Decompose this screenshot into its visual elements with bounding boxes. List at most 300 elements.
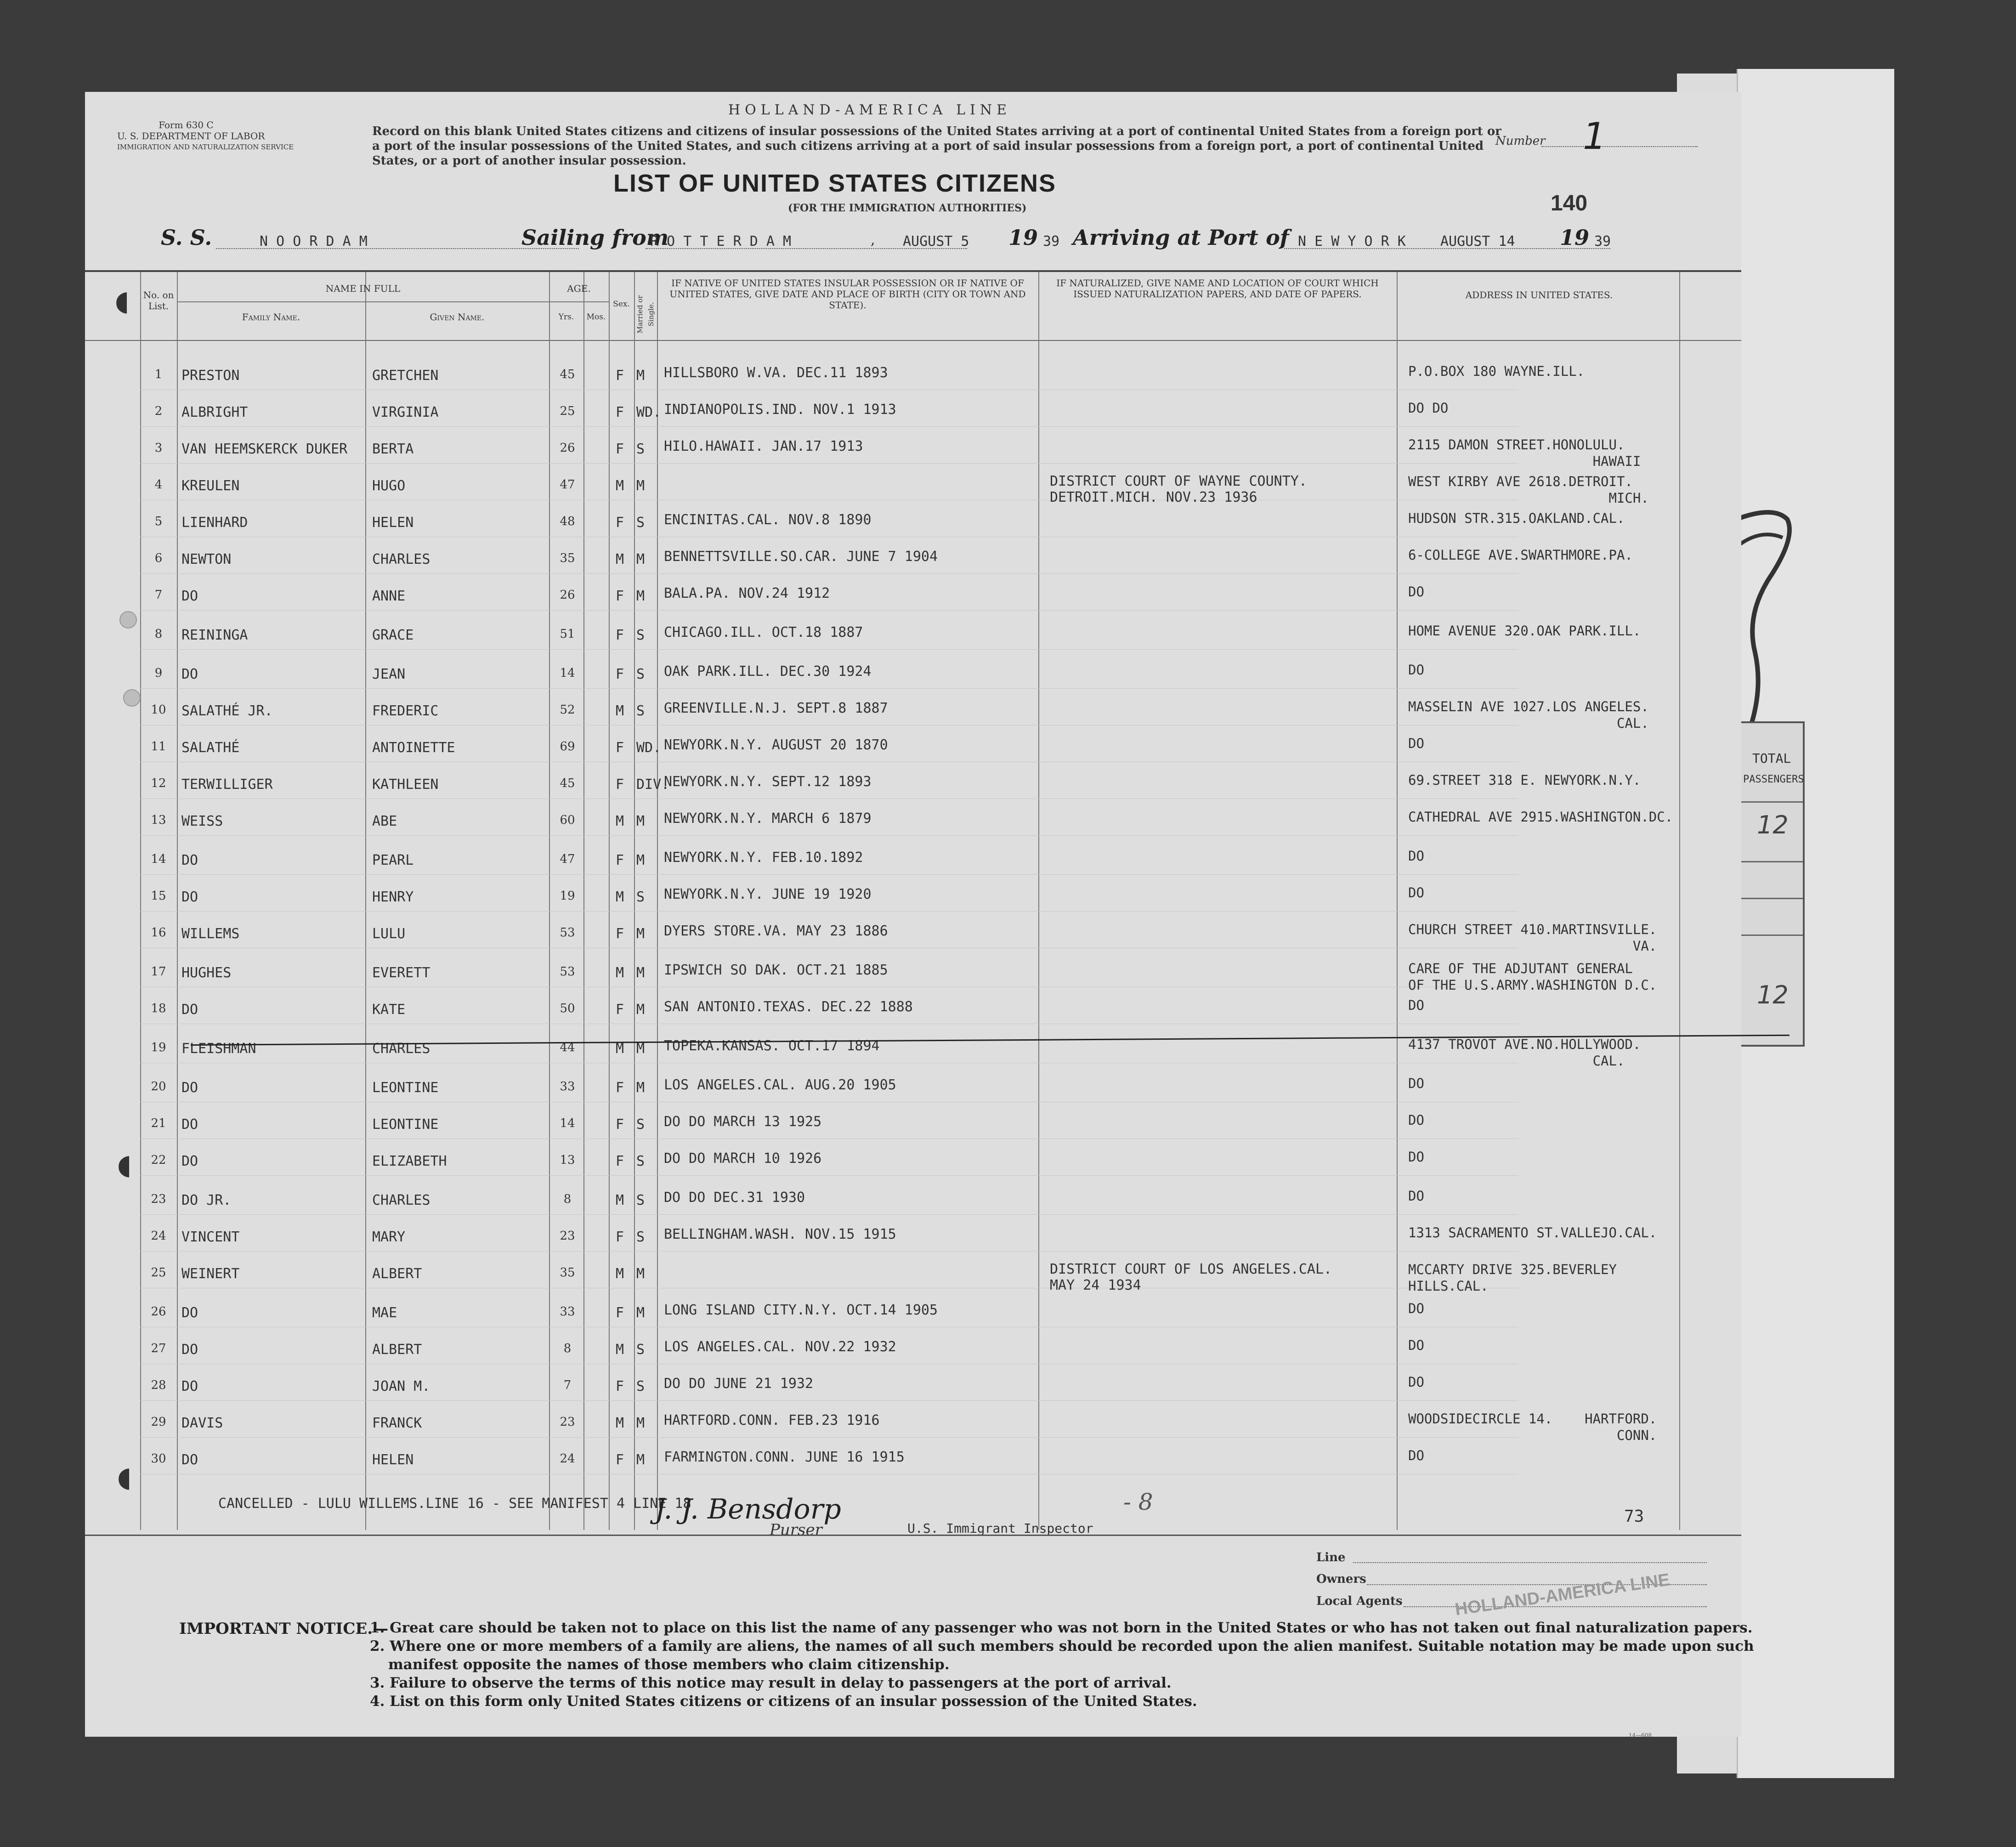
row-number: 29 bbox=[151, 1415, 166, 1429]
family-name: DO bbox=[181, 1378, 198, 1394]
address: DO bbox=[1408, 1188, 1424, 1204]
sex: F bbox=[616, 441, 624, 457]
column-rule bbox=[1038, 272, 1039, 1530]
marital-status: S bbox=[636, 889, 645, 905]
arrival-year: 39 bbox=[1594, 233, 1611, 249]
sex: F bbox=[616, 776, 624, 793]
age-years: 35 bbox=[560, 1266, 575, 1280]
birthplace-date: BENNETTSVILLE.SO.CAR. JUNE 7 1904 bbox=[664, 549, 938, 565]
address: CARE OF THE ADJUTANT GENERAL OF THE U.S.ARMY.WASHINGTON D.C. bbox=[1408, 961, 1657, 993]
age-years: 50 bbox=[560, 1002, 575, 1015]
age-years: 33 bbox=[560, 1305, 575, 1319]
address: 69.STREET 318 E. NEWYORK.N.Y. bbox=[1408, 772, 1641, 788]
address: DO bbox=[1408, 1149, 1424, 1165]
birthplace-date: DO DO DEC.31 1930 bbox=[664, 1190, 805, 1206]
family-name: DO bbox=[181, 852, 198, 868]
marital-status: S bbox=[636, 1342, 645, 1358]
family-name: HUGHES bbox=[181, 965, 232, 981]
age-years: 13 bbox=[560, 1153, 575, 1167]
address: HOME AVENUE 320.OAK PARK.ILL. bbox=[1408, 623, 1641, 639]
family-name: DO bbox=[181, 889, 198, 905]
family-name: DO bbox=[181, 1305, 198, 1321]
name-subheader-rule bbox=[177, 301, 586, 302]
sex: F bbox=[616, 1080, 624, 1096]
row-number: 18 bbox=[151, 1002, 166, 1015]
table-row bbox=[140, 688, 1518, 689]
inspector-label: U.S. Immigrant Inspector bbox=[907, 1521, 1093, 1536]
age-years: 23 bbox=[560, 1415, 575, 1429]
sailing-port: R O T T E R D A M bbox=[650, 233, 792, 249]
marital-status: S bbox=[636, 441, 645, 457]
family-name: SALATHÉ JR. bbox=[181, 703, 273, 719]
marital-status: S bbox=[636, 1153, 645, 1169]
address: MASSELIN AVE 1027.LOS ANGELES. CAL. bbox=[1408, 699, 1649, 731]
given-name: GRACE bbox=[372, 627, 414, 643]
given-name: GRETCHEN bbox=[372, 368, 439, 384]
table-row bbox=[140, 426, 1518, 427]
given-name: CHARLES bbox=[372, 551, 430, 567]
marital-status: DIV. bbox=[636, 776, 670, 793]
col-header-age: AGE. bbox=[567, 283, 591, 294]
birthplace-date: TOPEKA.KANSAS. OCT.17 1894 bbox=[664, 1038, 880, 1054]
birthplace-date: NEWYORK.N.Y. SEPT.12 1893 bbox=[664, 774, 872, 790]
given-name: CHARLES bbox=[372, 1041, 430, 1057]
marital-status: M bbox=[636, 368, 645, 384]
birthplace-date: NEWYORK.N.Y. MARCH 6 1879 bbox=[664, 810, 872, 827]
birthplace-date: NEWYORK.N.Y. FEB.10.1892 bbox=[664, 850, 863, 866]
age-years: 48 bbox=[560, 515, 575, 528]
sex: M bbox=[616, 1192, 624, 1208]
birthplace-date: BALA.PA. NOV.24 1912 bbox=[664, 585, 830, 601]
given-name: BERTA bbox=[372, 441, 414, 457]
given-name: ANNE bbox=[372, 588, 406, 604]
age-years: 26 bbox=[560, 441, 575, 455]
sex: F bbox=[616, 1378, 624, 1394]
footer-rule bbox=[85, 1535, 1741, 1536]
birthplace-date: LONG ISLAND CITY.N.Y. OCT.14 1905 bbox=[664, 1302, 938, 1318]
birthplace-date: DYERS STORE.VA. MAY 23 1886 bbox=[664, 923, 888, 939]
table-row bbox=[140, 463, 1518, 464]
address: DO bbox=[1408, 1076, 1424, 1091]
notice-item-2: 2. Where one or more members of a family are aliens, the names of all such members should be recorded upon the alien manifest. Suitable notation may be made upon such bbox=[370, 1638, 1754, 1654]
birthplace-date: NEWYORK.N.Y. AUGUST 20 1870 bbox=[664, 737, 888, 753]
family-name: NEWTON bbox=[181, 551, 232, 567]
row-number: 21 bbox=[151, 1116, 166, 1130]
sex: M bbox=[616, 703, 624, 719]
address: 1313 SACRAMENTO ST.VALLEJO.CAL. bbox=[1408, 1225, 1657, 1241]
arrival-date: AUGUST 14 bbox=[1440, 233, 1515, 249]
age-years: 51 bbox=[560, 627, 575, 641]
arrival-port: N E W Y O R K bbox=[1298, 233, 1406, 249]
purser-signature: J. J. Bensdorp bbox=[655, 1493, 841, 1525]
table-row bbox=[140, 874, 1518, 875]
row-number: 30 bbox=[151, 1452, 166, 1466]
age-years: 25 bbox=[560, 404, 575, 418]
family-name: DO bbox=[181, 1342, 198, 1358]
notice-heading: IMPORTANT NOTICE.— bbox=[179, 1620, 389, 1638]
age-years: 44 bbox=[560, 1041, 575, 1054]
manifest-sheet bbox=[85, 92, 1754, 1739]
marital-status: M bbox=[636, 1041, 645, 1057]
stamped-number: 140 bbox=[1551, 191, 1588, 215]
sex: M bbox=[616, 1266, 624, 1282]
row-number: 19 bbox=[151, 1041, 166, 1054]
birthplace-date: INDIANOPOLIS.IND. NOV.1 1913 bbox=[664, 402, 896, 418]
address: DO bbox=[1408, 1374, 1424, 1390]
marital-status: S bbox=[636, 1378, 645, 1394]
col-header-birthplace: IF NATIVE OF UNITED STATES INSULAR POSSESSION OR IF NATIVE OF UNITED STATES, GIVE DATE AND PLACE OF BIRTH (CITY OR TOWN AND STATE). bbox=[669, 278, 1026, 311]
family-name: DO bbox=[181, 588, 198, 604]
sex: F bbox=[616, 627, 624, 643]
page-title: LIST OF UNITED STATES CITIZENS bbox=[613, 170, 1056, 197]
form-number: Form 630 C bbox=[159, 119, 214, 130]
birthplace-date: DO DO MARCH 10 1926 bbox=[664, 1150, 822, 1167]
arriving-label: Arriving at Port of bbox=[1073, 225, 1289, 250]
marital-status: M bbox=[636, 813, 645, 829]
row-number: 1 bbox=[154, 368, 163, 381]
family-name: TERWILLIGER bbox=[181, 776, 273, 793]
family-name: REININGA bbox=[181, 627, 248, 643]
column-rule bbox=[549, 272, 550, 1530]
given-name: VIRGINIA bbox=[372, 404, 439, 420]
marital-status: M bbox=[636, 1002, 645, 1018]
address: HUDSON STR.315.OAKLAND.CAL. bbox=[1408, 510, 1625, 526]
family-name: DO bbox=[181, 1116, 198, 1133]
table-row bbox=[140, 1214, 1518, 1215]
marital-status: S bbox=[636, 515, 645, 531]
age-years: 45 bbox=[560, 368, 575, 381]
table-row bbox=[140, 835, 1518, 836]
family-name: ALBRIGHT bbox=[181, 404, 248, 420]
row-number: 4 bbox=[154, 478, 163, 492]
sex: F bbox=[616, 666, 624, 682]
given-name: LEONTINE bbox=[372, 1116, 439, 1133]
row-number: 22 bbox=[151, 1153, 166, 1167]
tally-rule bbox=[1734, 935, 1803, 936]
family-name: DO bbox=[181, 1080, 198, 1096]
address: DO bbox=[1408, 662, 1424, 678]
given-name: MAE bbox=[372, 1305, 397, 1321]
purser-title: Purser bbox=[770, 1521, 822, 1539]
row-number: 2 bbox=[154, 404, 163, 418]
marital-status: M bbox=[636, 1080, 645, 1096]
given-name: EVERETT bbox=[372, 965, 430, 981]
birthplace-date: HILO.HAWAII. JAN.17 1913 bbox=[664, 438, 863, 454]
address: 2115 DAMON STREET.HONOLULU. HAWAII bbox=[1408, 437, 1641, 469]
given-name: LULU bbox=[372, 926, 406, 942]
record-instructions: Record on this blank United States citizens and citizens of insular possessions of the United States arriving at a port of continental United States from a foreign port or a port of the insular possessions of the United States, and such citizens arriving at a port of said insular possessions from a foreign port, a port of continental United States, or a port of another insular possession. bbox=[372, 125, 1501, 168]
given-name: LEONTINE bbox=[372, 1080, 439, 1096]
marital-status: M bbox=[636, 1415, 645, 1431]
column-rule bbox=[657, 272, 658, 1530]
marital-status: S bbox=[636, 1229, 645, 1245]
sex: F bbox=[616, 368, 624, 384]
family-name: KREULEN bbox=[181, 478, 240, 494]
sex: F bbox=[616, 926, 624, 942]
marital-status: S bbox=[636, 1116, 645, 1133]
notice-item-1: 1. Great care should be taken not to place on this list the name of any passenger who was not born in the United States or who has not taken out final naturalization papers. bbox=[370, 1620, 1753, 1636]
given-name: KATE bbox=[372, 1002, 406, 1018]
marital-status: S bbox=[636, 627, 645, 643]
table-row bbox=[140, 649, 1518, 650]
ss-label: S. S. bbox=[161, 225, 212, 250]
birthplace-date: GREENVILLE.N.J. SEPT.8 1887 bbox=[664, 700, 888, 716]
col-header-name-in-full: NAME IN FULL bbox=[325, 283, 401, 294]
binder-hole bbox=[123, 689, 141, 707]
row-number: 5 bbox=[154, 515, 163, 528]
family-name: FLEISHMAN bbox=[181, 1041, 256, 1057]
address: MCCARTY DRIVE 325.BEVERLEY HILLS.CAL. bbox=[1408, 1262, 1617, 1294]
sex: F bbox=[616, 404, 624, 420]
marital-status: WD. bbox=[636, 740, 662, 756]
family-name: DO bbox=[181, 1002, 198, 1018]
row-number: 11 bbox=[151, 740, 166, 754]
address: 6-COLLEGE AVE.SWARTHMORE.PA. bbox=[1408, 547, 1633, 563]
column-rule bbox=[140, 272, 141, 1530]
row-number: 17 bbox=[151, 965, 166, 979]
address: DO bbox=[1408, 1448, 1424, 1463]
column-rule bbox=[1397, 272, 1398, 1530]
binder-hole bbox=[119, 611, 137, 629]
given-name: ABE bbox=[372, 813, 397, 829]
marital-status: M bbox=[636, 965, 645, 981]
given-name: FREDERIC bbox=[372, 703, 439, 719]
birthplace-date: HILLSBORO W.VA. DEC.11 1893 bbox=[664, 365, 888, 381]
col-header-mos: Mos. bbox=[586, 312, 606, 322]
department: U. S. DEPARTMENT OF LABOR bbox=[117, 130, 265, 142]
sex: M bbox=[616, 478, 624, 494]
col-header-married-single: Married or Single. bbox=[636, 295, 655, 334]
marital-status: M bbox=[636, 926, 645, 942]
sex: M bbox=[616, 889, 624, 905]
marital-status: M bbox=[636, 551, 645, 567]
sex: F bbox=[616, 1153, 624, 1169]
address: WOODSIDECIRCLE 14. HARTFORD. CONN. bbox=[1408, 1411, 1657, 1443]
column-rule bbox=[634, 272, 635, 1530]
marital-status: WD. bbox=[636, 404, 662, 420]
given-name: ELIZABETH bbox=[372, 1153, 447, 1169]
age-years: 35 bbox=[560, 551, 575, 565]
row-number: 24 bbox=[151, 1229, 166, 1243]
address: CHURCH STREET 410.MARTINSVILLE. VA. bbox=[1408, 922, 1657, 954]
sex: F bbox=[616, 1305, 624, 1321]
column-rule bbox=[1679, 272, 1680, 1530]
sex: M bbox=[616, 813, 624, 829]
age-years: 47 bbox=[560, 852, 575, 866]
given-name: HENRY bbox=[372, 889, 414, 905]
line-label: Line bbox=[1316, 1551, 1346, 1564]
tally-rule bbox=[1734, 898, 1803, 899]
address: DO bbox=[1408, 584, 1424, 600]
age-years: 52 bbox=[560, 703, 575, 717]
given-name: HELEN bbox=[372, 515, 414, 531]
given-name: ANTOINETTE bbox=[372, 740, 455, 756]
row-number: 25 bbox=[151, 1266, 166, 1280]
list-number: 1 bbox=[1583, 115, 1606, 158]
tally-rule bbox=[1734, 801, 1803, 803]
address: DO bbox=[1408, 997, 1424, 1013]
birthplace-date: OAK PARK.ILL. DEC.30 1924 bbox=[664, 663, 872, 680]
given-name: JEAN bbox=[372, 666, 406, 682]
family-name: WEINERT bbox=[181, 1266, 240, 1282]
address: DO bbox=[1408, 848, 1424, 864]
age-years: 69 bbox=[560, 740, 575, 754]
binder-clip-icon: ◖ bbox=[117, 1461, 132, 1493]
row-number: 14 bbox=[151, 852, 166, 866]
family-name: DAVIS bbox=[181, 1415, 223, 1431]
table-top-rule bbox=[85, 270, 1741, 272]
table-row bbox=[140, 1437, 1518, 1438]
sex: F bbox=[616, 515, 624, 531]
sex: F bbox=[616, 588, 624, 604]
tally-value-2: 12 bbox=[1757, 980, 1789, 1009]
row-number: 10 bbox=[151, 703, 166, 717]
sailing-comma: , bbox=[871, 232, 875, 248]
column-rule bbox=[177, 272, 178, 1530]
marital-status: S bbox=[636, 1192, 645, 1208]
row-number: 7 bbox=[154, 588, 163, 602]
page-subtitle: (FOR THE IMMIGRATION AUTHORITIES) bbox=[788, 202, 1027, 214]
family-name: WEISS bbox=[181, 813, 223, 829]
sailing-date: AUGUST 5 bbox=[903, 233, 969, 249]
sex: F bbox=[616, 1452, 624, 1468]
sex: F bbox=[616, 852, 624, 868]
sex: F bbox=[616, 1002, 624, 1018]
given-name: ALBERT bbox=[372, 1342, 422, 1358]
family-name: DO bbox=[181, 666, 198, 682]
age-subheader-rule bbox=[549, 301, 609, 302]
address: CATHEDRAL AVE 2915.WASHINGTON.DC. bbox=[1408, 809, 1673, 825]
age-years: 24 bbox=[560, 1452, 575, 1466]
local-agents-label: Local Agents bbox=[1316, 1594, 1403, 1608]
table-row bbox=[140, 573, 1518, 574]
form-identifier bbox=[117, 119, 294, 153]
notice-item-3: 3. Failure to observe the terms of this notice may result in delay to passengers at the port of arrival. bbox=[370, 1675, 1172, 1691]
age-years: 8 bbox=[563, 1192, 572, 1206]
marital-status: S bbox=[636, 703, 645, 719]
line-underline bbox=[1353, 1562, 1707, 1563]
year-prefix-2: 19 bbox=[1560, 225, 1590, 250]
marital-status: M bbox=[636, 478, 645, 494]
sex: F bbox=[616, 740, 624, 756]
marital-status: M bbox=[636, 852, 645, 868]
family-name: LIENHARD bbox=[181, 515, 248, 531]
naturalization-court: DISTRICT COURT OF LOS ANGELES.CAL. MAY 24 1934 bbox=[1050, 1261, 1332, 1293]
address: DO bbox=[1408, 736, 1424, 751]
row-number: 6 bbox=[154, 551, 163, 565]
birthplace-date: BELLINGHAM.WASH. NOV.15 1915 bbox=[664, 1226, 896, 1242]
col-header-yrs: Yrs. bbox=[558, 312, 574, 322]
family-name: DO bbox=[181, 1452, 198, 1468]
sailing-from-label: Sailing from bbox=[521, 225, 669, 250]
age-years: 19 bbox=[560, 889, 575, 903]
age-years: 8 bbox=[563, 1342, 572, 1355]
birthplace-date: FARMINGTON.CONN. JUNE 16 1915 bbox=[664, 1449, 905, 1465]
age-years: 14 bbox=[560, 666, 575, 680]
address: DO bbox=[1408, 1112, 1424, 1128]
given-name: KATHLEEN bbox=[372, 776, 439, 793]
row-number: 8 bbox=[154, 627, 163, 641]
family-name: DO JR. bbox=[181, 1192, 232, 1208]
birthplace-date: SAN ANTONIO.TEXAS. DEC.22 1888 bbox=[664, 999, 913, 1015]
notice-item-4: 4. List on this form only United States citizens or citizens of an insular possession of the United States. bbox=[370, 1693, 1197, 1710]
address: DO bbox=[1408, 1337, 1424, 1353]
age-years: 33 bbox=[560, 1080, 575, 1093]
sex: F bbox=[616, 1116, 624, 1133]
owners-label: Owners bbox=[1316, 1572, 1366, 1586]
row-number: 23 bbox=[151, 1192, 166, 1206]
row-number: 27 bbox=[151, 1342, 166, 1355]
col-header-naturalization: IF NATURALIZED, GIVE NAME AND LOCATION OF COURT WHICH ISSUED NATURALIZATION PAPERS, AND DATE OF PAPERS. bbox=[1056, 278, 1379, 300]
row-number: 12 bbox=[151, 776, 166, 790]
column-rule bbox=[609, 272, 610, 1530]
company-name: HOLLAND-AMERICA LINE bbox=[728, 102, 1012, 118]
marital-status: M bbox=[636, 588, 645, 604]
birthplace-date: IPSWICH SO DAK. OCT.21 1885 bbox=[664, 962, 888, 978]
row-number: 26 bbox=[151, 1305, 166, 1319]
tally-label-total: TOTAL bbox=[1752, 751, 1791, 766]
table-row bbox=[140, 1400, 1518, 1401]
col-header-family: Family Name. bbox=[242, 312, 300, 323]
given-name: ALBERT bbox=[372, 1266, 422, 1282]
birthplace-date: DO DO JUNE 21 1932 bbox=[664, 1376, 814, 1392]
sex: F bbox=[616, 1229, 624, 1245]
page-number: 73 bbox=[1624, 1507, 1644, 1526]
family-name: VINCENT bbox=[181, 1229, 240, 1245]
age-years: 26 bbox=[560, 588, 575, 602]
given-name: MARY bbox=[372, 1229, 406, 1245]
column-rule bbox=[365, 272, 366, 1530]
col-header-no: No. on List. bbox=[143, 289, 174, 312]
age-years: 53 bbox=[560, 965, 575, 979]
row-number: 16 bbox=[151, 926, 166, 940]
given-name: JOAN M. bbox=[372, 1378, 430, 1394]
given-name: CHARLES bbox=[372, 1192, 430, 1208]
address: WEST KIRBY AVE 2618.DETROIT. MICH. bbox=[1408, 474, 1649, 506]
tally-rule bbox=[1734, 861, 1803, 862]
age-years: 45 bbox=[560, 776, 575, 790]
local-agents-underline bbox=[1404, 1606, 1707, 1607]
column-rule bbox=[583, 272, 584, 1530]
inspector-initials: - 8 bbox=[1123, 1489, 1153, 1515]
sailing-year: 39 bbox=[1043, 233, 1060, 249]
sex: M bbox=[616, 1041, 624, 1057]
number-underline bbox=[1541, 146, 1698, 147]
sex: M bbox=[616, 1415, 624, 1431]
birthplace-date: LOS ANGELES.CAL. AUG.20 1905 bbox=[664, 1077, 896, 1093]
marital-status: M bbox=[636, 1266, 645, 1282]
row-number: 15 bbox=[151, 889, 166, 903]
row-number: 3 bbox=[154, 441, 163, 455]
age-years: 14 bbox=[560, 1116, 575, 1130]
agent-stamp: HOLLAND-AMERICA LINE bbox=[1454, 1570, 1671, 1620]
given-name: FRANCK bbox=[372, 1415, 422, 1431]
row-number: 9 bbox=[154, 666, 163, 680]
sex: M bbox=[616, 551, 624, 567]
marital-status: M bbox=[636, 1305, 645, 1321]
col-header-address: ADDRESS IN UNITED STATES. bbox=[1465, 289, 1613, 300]
table-row bbox=[140, 610, 1518, 611]
family-name: SALATHÉ bbox=[181, 740, 240, 756]
sex: M bbox=[616, 965, 624, 981]
age-years: 53 bbox=[560, 926, 575, 940]
birthplace-date: CHICAGO.ILL. OCT.18 1887 bbox=[664, 624, 863, 640]
family-name: WILLEMS bbox=[181, 926, 240, 942]
passenger-tally-box bbox=[1732, 721, 1805, 1047]
given-name: HUGO bbox=[372, 478, 406, 494]
address: DO bbox=[1408, 1301, 1424, 1316]
age-years: 23 bbox=[560, 1229, 575, 1243]
